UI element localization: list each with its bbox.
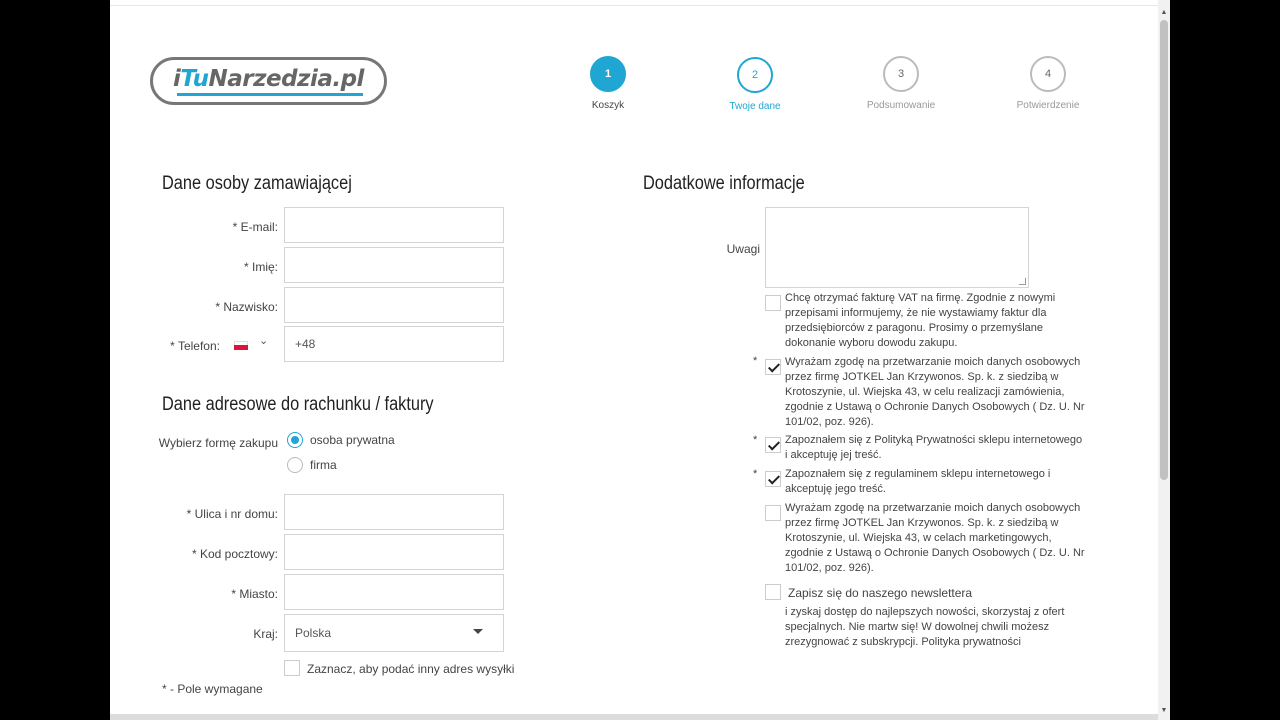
postal-code-label: * Kod pocztowy: — [191, 547, 278, 561]
step-confirmation — [998, 56, 1098, 111]
scrollbar-thumb[interactable] — [1160, 20, 1168, 480]
privacy-policy-text: Zapoznałem się z Polityką Prywatności sklepu internetowego i akceptuję jej treść. — [785, 434, 1083, 461]
marketing-consent-text: Wyrażam zgodę na przetwarzanie moich danych osobowych przez firmę JOTKEL Jan Krzywonos. Sp. k. z siedzibą w Krotoszynie, ul. Wiejska 43, w celach marketingowych, zgodnie z Ustawą o Ochronie Danych Osobowych ( Dz. U. Nr 101/02, poz. 926). — [785, 502, 1085, 574]
step-label: Twoje dane — [729, 101, 781, 112]
first-name-field[interactable] — [284, 247, 504, 283]
bottom-bar — [110, 714, 1158, 720]
marketing-consent-checkbox[interactable] — [765, 505, 781, 521]
other-shipping-checkbox[interactable] — [284, 660, 300, 676]
checkout-page — [110, 0, 1158, 720]
street-field[interactable] — [284, 494, 504, 530]
step-label: Podsumowanie — [866, 100, 936, 111]
first-name-label: * Imię: — [243, 260, 278, 274]
email-field[interactable] — [284, 207, 504, 243]
top-divider — [110, 5, 1158, 6]
terms-text: Zapoznałem się z regulaminem sklepu internetowego i akceptuję jego treść. — [785, 468, 1051, 495]
site-logo[interactable] — [150, 57, 387, 105]
city-label: * Miasto: — [231, 587, 278, 601]
city-field[interactable] — [284, 574, 504, 610]
step-summary — [851, 56, 951, 111]
logo-underline — [177, 93, 363, 96]
phone-label: * Telefon: — [170, 339, 220, 353]
chevron-down-icon[interactable]: ⌄ — [259, 335, 269, 347]
country-label: Kraj: — [253, 627, 278, 641]
step-your-data — [705, 57, 805, 112]
required-star: * — [753, 434, 758, 446]
vertical-scrollbar[interactable] — [1158, 0, 1170, 720]
required-star: * — [753, 468, 758, 480]
vat-invoice-checkbox[interactable] — [765, 295, 781, 311]
postal-code-field[interactable] — [284, 534, 504, 570]
step-label: Koszyk — [591, 100, 625, 111]
terms-checkbox[interactable] — [765, 471, 781, 487]
data-processing-consent-checkbox[interactable] — [765, 359, 781, 375]
step-number: 4 — [1030, 56, 1066, 92]
email-label: * E-mail: — [232, 220, 278, 234]
logo-text: iTuNarzedzia.pl — [173, 66, 364, 92]
step-number: 3 — [883, 56, 919, 92]
privacy-policy-checkbox[interactable] — [765, 437, 781, 453]
radio-private-label[interactable]: osoba prywatna — [310, 433, 395, 447]
scroll-down-icon[interactable]: ▼ — [1160, 707, 1168, 714]
resize-grip-icon[interactable] — [1019, 278, 1026, 285]
poland-flag-icon[interactable] — [234, 341, 248, 350]
required-star: * — [753, 355, 758, 367]
data-processing-consent-text: Wyrażam zgodę na przetwarzanie moich danych osobowych przez firmę JOTKEL Jan Krzywonos. Sp. k. z siedzibą w Krotoszynie, ul. Wiejska 43, w celu realizacji zamówienia, zgodnie z Ustawą o Ochronie Danych Osobowych ( Dz. U. Nr 101/02, poz. 926). — [785, 356, 1085, 428]
phone-field[interactable]: +48 — [284, 326, 504, 362]
vat-invoice-text: Chcę otrzymać fakturę VAT na firmę. Zgodnie z nowymi przepisami informujemy, że nie wystawiamy faktur dla przedsiębiorców z paragonu. Prosimy o przemyślane dokonanie wyboru dowodu zakupu. — [785, 292, 1056, 349]
newsletter-label[interactable]: Zapisz się do naszego newslettera — [788, 586, 973, 600]
radio-private-person[interactable] — [287, 432, 303, 448]
purchase-form-label: Wybierz formę zakupu — [158, 436, 278, 450]
caret-down-icon — [473, 629, 483, 634]
last-name-label: * Nazwisko: — [215, 300, 278, 314]
radio-company[interactable] — [287, 457, 303, 473]
last-name-field[interactable] — [284, 287, 504, 323]
step-number: 2 — [737, 57, 773, 93]
radio-company-label[interactable]: firma — [310, 458, 337, 472]
country-select[interactable] — [284, 614, 504, 652]
required-fields-note: * - Pole wymagane — [162, 682, 263, 696]
step-label: Potwierdzenie — [1016, 100, 1080, 111]
step-cart — [558, 56, 658, 111]
address-section-title: Dane adresowe do rachunku / faktury — [162, 394, 434, 415]
newsletter-description: i zyskaj dostęp do najlepszych nowości, skorzystaj z ofert specjalnych. Nie martw się! W dowolnej chwili możesz zrezygnować z subskrypcji. Polityka prywatności — [785, 606, 1065, 648]
newsletter-checkbox[interactable] — [765, 584, 781, 600]
step-number: 1 — [590, 56, 626, 92]
other-shipping-label[interactable]: Zaznacz, aby podać inny adres wysyłki — [307, 662, 515, 676]
orderer-section-title: Dane osoby zamawiającej — [162, 173, 352, 194]
street-label: * Ulica i nr domu: — [186, 507, 278, 521]
additional-section-title: Dodatkowe informacje — [643, 173, 805, 194]
notes-label: Uwagi — [726, 242, 760, 256]
country-value: Polska — [295, 626, 332, 640]
notes-textarea[interactable] — [765, 207, 1029, 288]
scroll-up-icon[interactable]: ▲ — [1160, 9, 1168, 16]
